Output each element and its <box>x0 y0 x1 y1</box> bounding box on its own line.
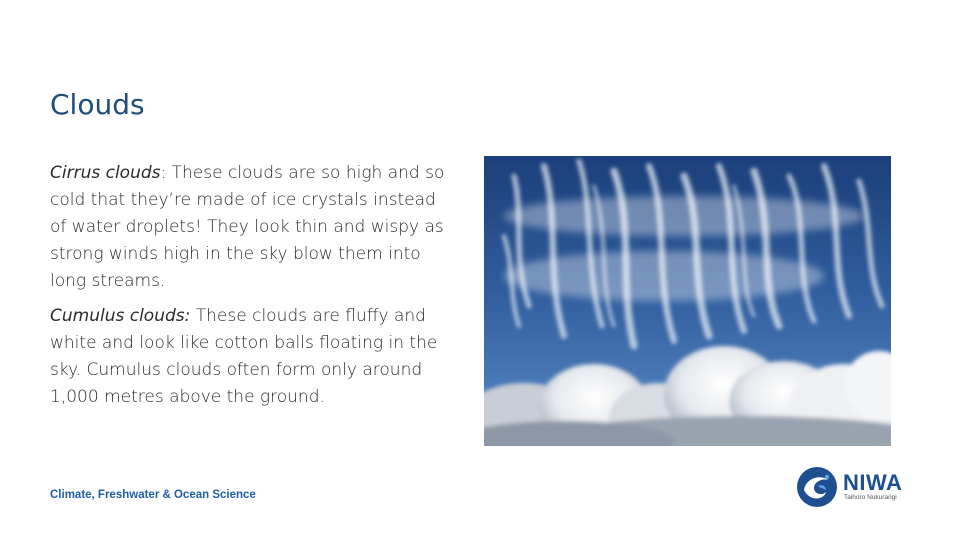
cirrus-lead-sep: : <box>160 163 167 183</box>
logo-wordmark: NIWA <box>843 470 903 495</box>
niwa-swirl-icon <box>796 466 838 508</box>
cirrus-text: These clouds are so high and so cold that they’re made of ice crystals instead of water droplets! They look thin and wispy as strong winds high in the sky blow them into long streams. <box>50 163 445 291</box>
clouds-photo <box>484 156 891 446</box>
cirrus-lead: Cirrus clouds <box>50 163 161 183</box>
cumulus-text: These clouds are fluffy and white and look like cotton balls floating in the sky. Cumulus clouds often form only around 1,000 metres above the ground. <box>50 306 438 407</box>
slide-body <box>50 160 450 419</box>
footer-tagline: Climate, Freshwater & Ocean Science <box>50 489 256 501</box>
logo-subtitle: Taihoro Nukurangi <box>844 494 897 501</box>
cumulus-lead: Cumulus clouds: <box>50 306 191 326</box>
niwa-logo <box>796 463 916 511</box>
cumulus-paragraph <box>50 303 450 411</box>
slide-title: Clouds <box>50 88 145 121</box>
cirrus-paragraph <box>50 160 450 295</box>
